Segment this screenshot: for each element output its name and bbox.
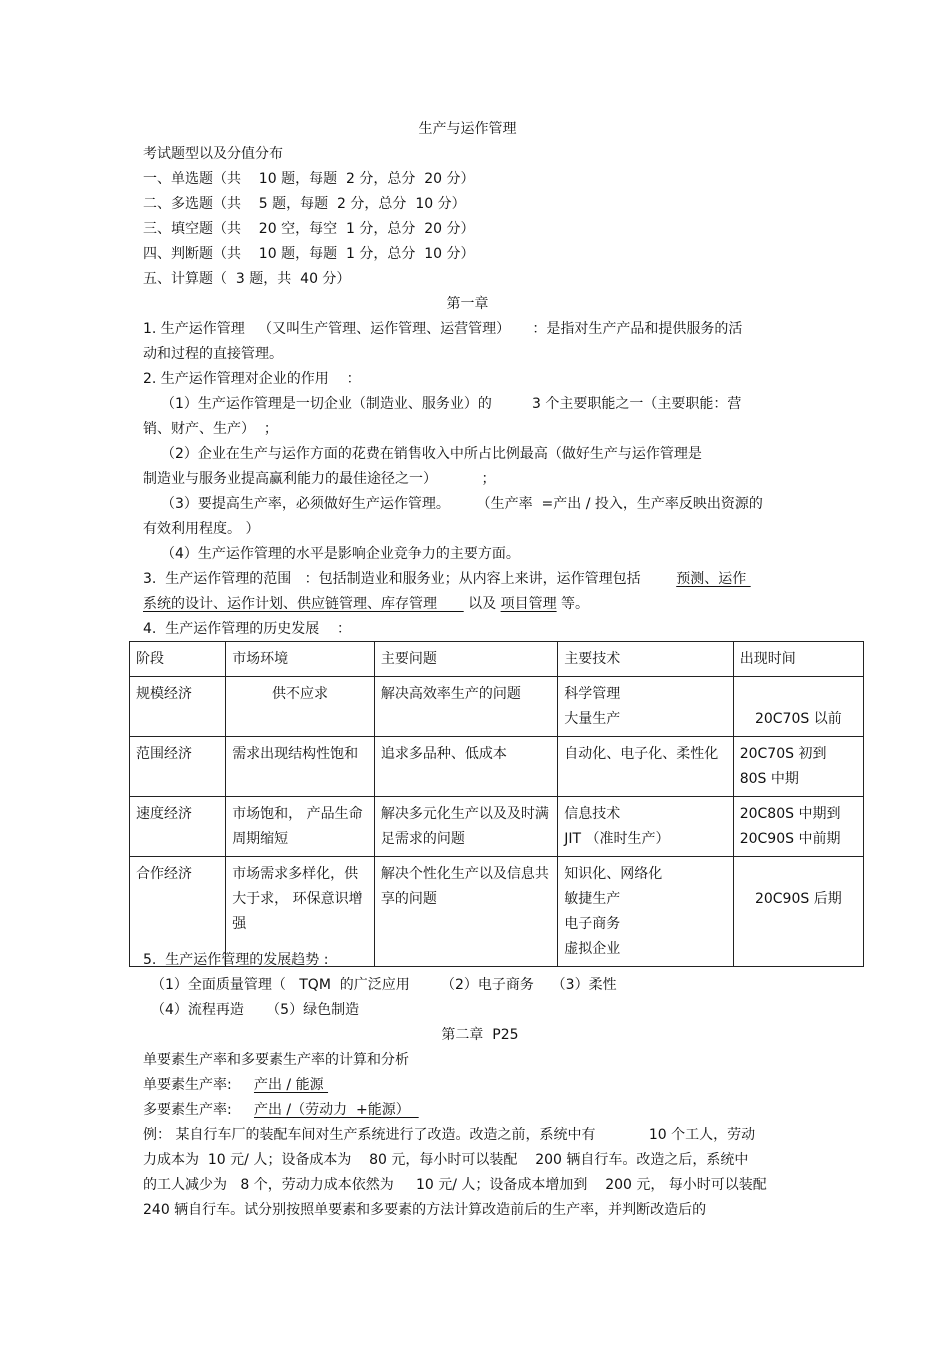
single-factor-formula: 产出 / 能源 [253, 1077, 329, 1093]
q2-point-2: （2）企业在生产与运作方面的花费在销售收入中所占比例最高（做好生产与运作管理是 [161, 446, 702, 462]
chapter-2-heading: 第二章 P25 [441, 1027, 519, 1043]
header-cell: 阶段 [130, 642, 226, 677]
tech-line: 科学管理 [564, 686, 621, 702]
tech-cell [558, 857, 733, 967]
q3-underlined-c: 项目管理 [500, 596, 557, 612]
stage-cell: 规模经济 [130, 677, 226, 737]
q2-point-3: （3）要提高生产率，必须做好生产运作管理。 （生产率 =产出 / 投入，生产率反映出资源的 [161, 496, 763, 512]
q5-trends-cont: （4）流程再造 （5）绿色制造 [151, 1002, 360, 1018]
tech-line: 大量生产 [564, 711, 621, 727]
example-text-cont: 240 辆自行车。试分别按照单要素和多要素的方法计算改造前后的生产率，并判断改造后的 [143, 1202, 707, 1218]
q1-text-cont: 动和过程的直接管理。 [143, 346, 283, 362]
env-cell: 供不应求 [226, 677, 375, 737]
chapter-2-subtitle: 单要素生产率和多要素生产率的计算和分析 [143, 1052, 409, 1068]
q2-heading: 2. 生产运作管理对企业的作用 ： [143, 371, 361, 387]
history-table [129, 641, 864, 967]
q3-underlined-a: 预测、运作 [676, 571, 751, 587]
q3-connector: 以及 [463, 596, 501, 612]
tech-line: 信息技术 [564, 806, 621, 822]
table-row [130, 737, 864, 797]
single-factor-label: 单要素生产率: [143, 1077, 254, 1093]
tech-cell: 自动化、电子化、柔性化 [558, 737, 733, 797]
stage-cell: 范围经济 [130, 737, 226, 797]
q2-point-2-cont: 制造业与服务业提高赢利能力的最佳途径之一） ； [143, 471, 496, 487]
tech-line: 虚拟企业 [564, 941, 621, 957]
example-text: 例： 某自行车厂的装配车间对生产系统进行了改造。改造之前，系统中有 10 个工人，劳动 [143, 1127, 756, 1143]
q1-text: 1. 生产运作管理 （又叫生产管理、运作管理、运营管理） ：是指对生产产品和提供服务的活 [143, 321, 743, 337]
problem-cell: 解决高效率生产的问题 [374, 677, 557, 737]
time-cell: 20C80S 中期到 20C90S 中前期 [733, 797, 863, 857]
header-cell: 市场环境 [226, 642, 375, 677]
q4-heading: 4. 生产运作管理的历史发展 ： [143, 621, 352, 637]
time-cell: 20C90S 后期 [733, 857, 863, 967]
table-row [130, 797, 864, 857]
tech-cell [558, 797, 733, 857]
stage-cell: 速度经济 [130, 797, 226, 857]
tech-line: 知识化、网络化 [564, 866, 663, 882]
table-header-row [130, 642, 864, 677]
tech-line: JIT （准时生产） [564, 831, 670, 847]
header-cell: 主要问题 [374, 642, 557, 677]
table-row [130, 677, 864, 737]
exam-item: 二、多选题（共 5 题，每题 2 分，总分 10 分） [143, 196, 466, 212]
env-cell: 市场饱和， 产品生命周期缩短 [226, 797, 375, 857]
exam-heading: 考试题型以及分值分布 [143, 146, 283, 162]
exam-item: 四、判断题（共 10 题，每题 1 分，总分 10 分） [143, 246, 475, 262]
tech-line: 敏捷生产 [564, 891, 621, 907]
q2-point-1: （1）生产运作管理是一切企业（制造业、服务业）的 3 个主要职能之一（主要职能：营 [161, 396, 742, 412]
tech-line: 电子商务 [564, 916, 621, 932]
q2-point-1-cont: 销、财产、生产） ； [143, 421, 278, 437]
q3-text [143, 569, 751, 589]
q2-point-4: （4）生产运作管理的水平是影响企业竞争力的主要方面。 [161, 546, 520, 562]
document-title: 生产与运作管理 [418, 121, 517, 137]
exam-item: 五、计算题（ 3 题，共 40 分） [143, 271, 351, 287]
exam-item: 三、填空题（共 20 空，每空 1 分，总分 20 分） [143, 221, 475, 237]
problem-cell: 解决多元化生产以及及时满足需求的问题 [374, 797, 557, 857]
chapter-1-heading: 第一章 [446, 296, 489, 312]
q5-trends: （1）全面质量管理（ TQM 的广泛应用 （2）电子商务 （3）柔性 [151, 977, 617, 993]
q2-point-3-cont: 有效利用程度。 ） [143, 521, 260, 537]
tech-cell [558, 677, 733, 737]
header-cell: 出现时间 [733, 642, 863, 677]
env-cell: 需求出现结构性饱和 [226, 737, 375, 797]
multi-factor-label: 多要素生产率: [143, 1102, 254, 1118]
time-cell: 20C70S 初到 80S 中期 [733, 737, 863, 797]
multi-factor-line [143, 1100, 419, 1120]
q3-ending: 等。 [556, 596, 590, 612]
q3-text-cont [143, 594, 589, 614]
example-text-cont: 的工人减少为 8 个，劳动力成本依然为 10 元/ 人；设备成本增加到 200 元， 每小时可以装配 [143, 1177, 767, 1193]
stage-cell: 合作经济 [130, 857, 226, 967]
env-cell: 市场需求多样化，供大于求， 环保意识增强 [226, 857, 375, 967]
q3-underlined-b: 系统的设计、运作计划、供应链管理、库存管理 [143, 596, 464, 612]
time-cell: 20C70S 以前 [733, 677, 863, 737]
multi-factor-formula: 产出 /（劳动力 +能源） [253, 1102, 419, 1118]
q5-heading: 5. 生产运作管理的发展趋势 : [143, 952, 329, 968]
q3-text-a: 3. 生产运作管理的范围 ：包括制造业和服务业；从内容上来讲，运作管理包括 [143, 571, 677, 587]
example-text-cont: 力成本为 10 元/ 人；设备成本为 80 元，每小时可以装配 200 辆自行车。改造之后，系统中 [143, 1152, 749, 1168]
problem-cell: 解决个性化生产以及信息共享的问题 [374, 857, 557, 967]
problem-cell: 追求多品种、低成本 [374, 737, 557, 797]
exam-item: 一、单选题（共 10 题，每题 2 分，总分 20 分） [143, 171, 475, 187]
header-cell: 主要技术 [558, 642, 733, 677]
single-factor-line [143, 1075, 328, 1095]
